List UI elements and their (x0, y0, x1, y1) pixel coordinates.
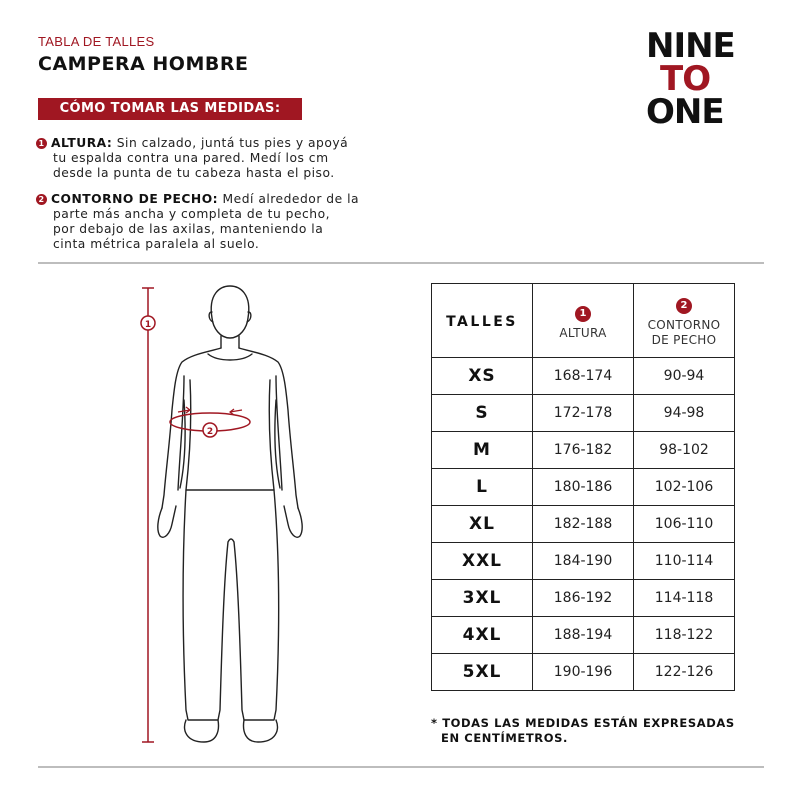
instruction-height (36, 136, 406, 181)
number-2-icon: 2 (36, 194, 47, 205)
chest-value: 90-94 (634, 358, 735, 395)
chest-value: 122-126 (634, 654, 735, 691)
brand-logo (646, 26, 756, 132)
size-label: XL (432, 506, 533, 543)
divider-bottom (38, 766, 764, 768)
header-talles (432, 284, 533, 358)
size-label: L (432, 469, 533, 506)
figure-sides (186, 380, 274, 490)
instruction-height-line-3: desde la punta de tu cabeza hasta el piso. (53, 166, 335, 180)
header-contorno (634, 284, 735, 358)
size-label: M (432, 432, 533, 469)
logo-line-1: NINE (646, 26, 735, 66)
table-row (432, 580, 735, 617)
units-note (431, 716, 761, 746)
instructions-heading: CÓMO TOMAR LAS MEDIDAS: (38, 98, 302, 120)
figure-feet (185, 720, 278, 742)
height-value: 182-188 (533, 506, 634, 543)
size-label: 5XL (432, 654, 533, 691)
height-value: 168-174 (533, 358, 634, 395)
height-value: 188-194 (533, 617, 634, 654)
page-title: CAMPERA HOMBRE (38, 53, 249, 75)
size-chart-table (431, 283, 735, 691)
header-contorno-label-2: DE PECHO (651, 333, 717, 347)
chest-value: 106-110 (634, 506, 735, 543)
number-1-icon: 1 (36, 138, 47, 149)
header-altura (533, 284, 634, 358)
figure-legs (183, 490, 279, 720)
chest-marker-number: 2 (206, 427, 214, 437)
table-row (432, 654, 735, 691)
logo-line-3: ONE (646, 92, 724, 132)
height-value: 180-186 (533, 469, 634, 506)
number-1-icon: 1 (575, 306, 591, 322)
instruction-height-line-1 (36, 136, 406, 151)
header-altura-label: ALTURA (559, 325, 607, 340)
instruction-chest (36, 192, 406, 252)
instruction-chest-text: Medí alrededor de la (218, 192, 360, 206)
size-label: 3XL (432, 580, 533, 617)
height-marker-number: 1 (144, 320, 152, 330)
instruction-chest-line-4: cinta métrica paralela al suelo. (53, 237, 260, 251)
size-label: XS (432, 358, 533, 395)
height-ruler (142, 288, 154, 742)
figure-left-hand (158, 506, 176, 537)
figure-neckline (208, 354, 252, 360)
table-row (432, 469, 735, 506)
size-label: S (432, 395, 533, 432)
instruction-chest-line-1 (36, 192, 406, 207)
header-contorno-label-1: CONTORNO (647, 318, 721, 332)
instruction-chest-line-3: por debajo de las axilas, manteniendo la (53, 222, 324, 236)
table-row (432, 432, 735, 469)
figure-right-hand (284, 506, 302, 537)
height-value: 172-178 (533, 395, 634, 432)
height-marker-icon (141, 316, 155, 330)
height-value: 176-182 (533, 432, 634, 469)
table-row (432, 395, 735, 432)
height-value: 186-192 (533, 580, 634, 617)
header-talles-label: TALLES (446, 314, 518, 330)
table-row (432, 617, 735, 654)
chest-value: 118-122 (634, 617, 735, 654)
instruction-height-line-2: tu espalda contra una pared. Medí los cm (53, 151, 329, 165)
height-value: 190-196 (533, 654, 634, 691)
chest-value: 98-102 (634, 432, 735, 469)
table-row (432, 543, 735, 580)
number-2-icon: 2 (676, 298, 692, 314)
body-measurement-figure (120, 280, 400, 750)
table-row (432, 358, 735, 395)
table-row (432, 506, 735, 543)
instruction-chest-line-2: parte más ancha y completa de tu pecho, (53, 207, 331, 221)
figure-head (211, 286, 249, 338)
figure-ears (209, 312, 251, 322)
size-label: XXL (432, 543, 533, 580)
chest-value: 102-106 (634, 469, 735, 506)
table-header-row (432, 284, 735, 358)
divider-top (38, 262, 764, 264)
chest-value: 110-114 (634, 543, 735, 580)
chest-marker-icon (203, 423, 217, 437)
chest-value: 114-118 (634, 580, 735, 617)
logo-line-2: TO (660, 59, 711, 99)
instruction-height-term: ALTURA: (51, 136, 113, 150)
instruction-height-text: Sin calzado, juntá tus pies y apoyá (112, 136, 349, 150)
height-value: 184-190 (533, 543, 634, 580)
size-label: 4XL (432, 617, 533, 654)
units-note-line-1: * TODAS LAS MEDIDAS ESTÁN EXPRESADAS (431, 716, 735, 730)
chest-value: 94-98 (634, 395, 735, 432)
units-note-line-2: EN CENTÍMETROS. (441, 731, 568, 745)
instruction-chest-term: CONTORNO DE PECHO: (51, 192, 219, 206)
page-subtitle: TABLA DE TALLES (38, 34, 155, 49)
